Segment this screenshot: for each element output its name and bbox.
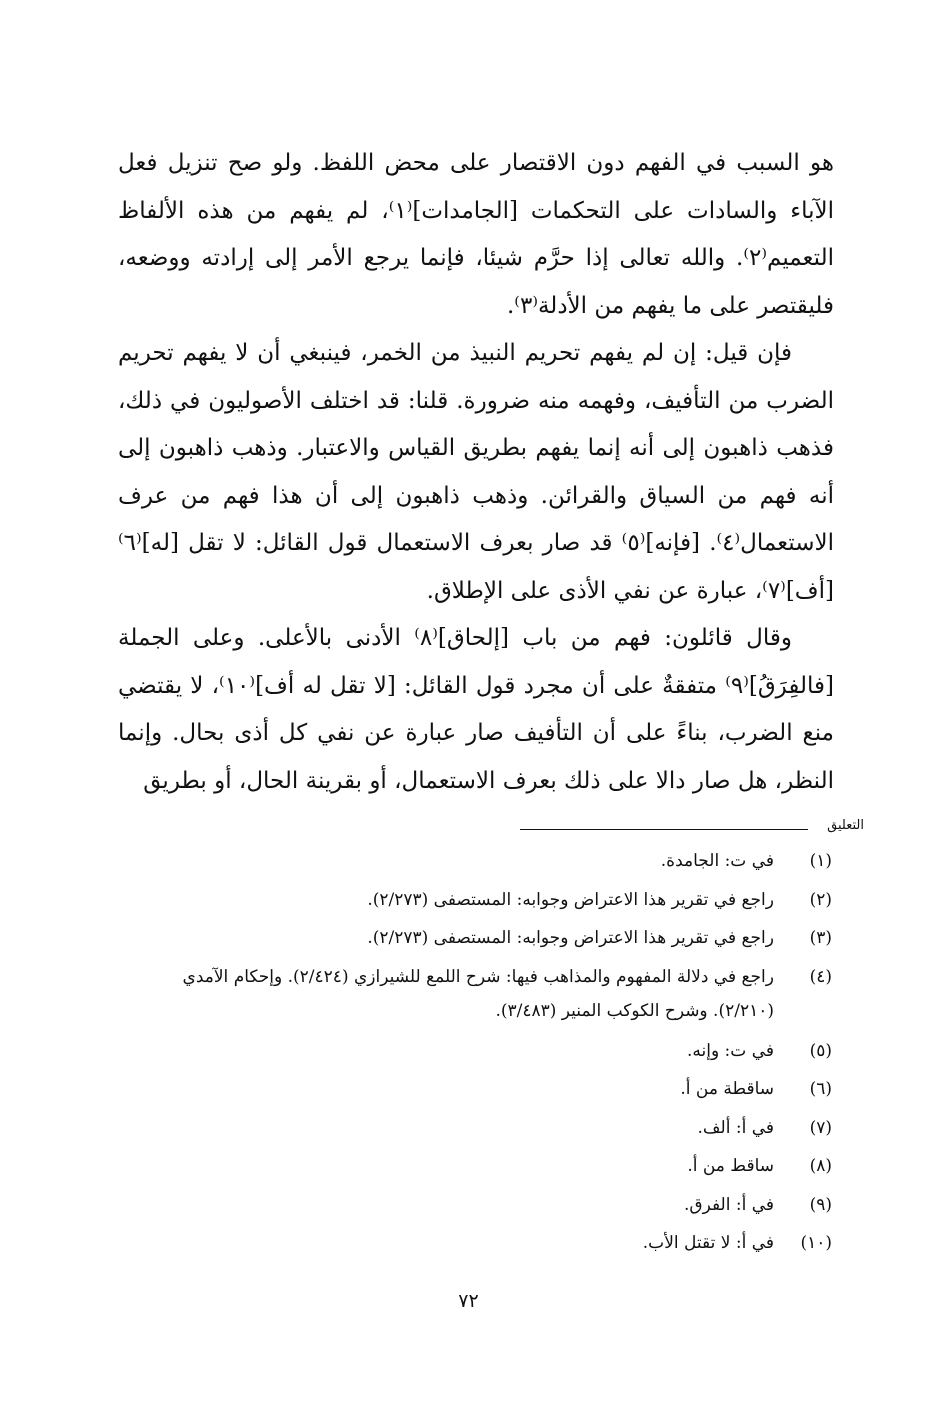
footnote-item (140, 881, 832, 920)
footnote-text: ساقط من أ. (687, 1156, 774, 1176)
footnote-heading: التعليق (827, 818, 864, 833)
footnote-text: راجع في تقرير هذا الاعتراض وجوابه: المستصفى (٢/٢٧٣). (367, 928, 774, 948)
footnote-number: (٥) (809, 1040, 832, 1061)
footnote-number: (٢) (809, 889, 832, 910)
footnote-separator (520, 820, 864, 842)
footnote-text: في أ: الفرق. (683, 1194, 774, 1215)
footnote-item (140, 1032, 832, 1071)
footnote-item (140, 958, 832, 1032)
footnote-number: (٦) (809, 1079, 832, 1099)
footnote-item (140, 1186, 832, 1225)
footnotes-list (140, 842, 832, 1263)
footnote-number: (١٠) (800, 1233, 832, 1253)
footnote-text: ساقطة من أ. (680, 1079, 774, 1099)
footnote-rule (520, 829, 808, 830)
footnote-item (140, 919, 832, 958)
paragraph-2: فإن قيل: إن لم يفهم تحريم النبيذ من الخمر، فينبغي أن لا يفهم تحريم الضرب من التأفيف، وفهمه منه ضرورة. قلنا: قد اختلف الأصوليون في ذلك، فذهب ذاهبون إلى أنه إنما يفهم بطريق القياس والاعتبار. وذهب ذاهبون إلى أنه فهم من السياق والقرائن. وذهب ذاهبون إلى أن هذا فهم من عرف الاستعمال⁽٤⁾. [فإنه]⁽٥⁾ قد صار بعرف الاستعمال قول القائل: لا تقل [له]⁽٦⁾ [أف]⁽٧⁾، عبارة عن نفي الأذى على الإطلاق. (118, 340, 834, 604)
footnote-item (140, 1070, 832, 1109)
footnote-text: في أ: لا تقتل الأب. (642, 1233, 774, 1253)
footnote-number: (٧) (809, 1117, 832, 1138)
main-text (118, 140, 834, 805)
footnote-number: (٩) (809, 1194, 832, 1215)
footnote-text: راجع في تقرير هذا الاعتراض وجوابه: المستصفى (٢/٢٧٣). (367, 889, 774, 910)
paragraph-1: هو السبب في الفهم دون الاقتصار على محض اللفظ. ولو صح تنزيل فعل الآباء والسادات على التحكمات [الجامدات]⁽١⁾، لم يفهم من هذه الألفاظ التعميم⁽٢⁾. والله تعالى إذا حرَّم شيئا، فإنما يرجع الأمر إلى إرادته ووضعه، فليقتصر على ما يفهم من الأدلة⁽٣⁾. (118, 150, 834, 319)
footnote-number: (٣) (809, 928, 832, 948)
footnote-number: (٤) (809, 966, 832, 987)
footnote-item (140, 1109, 832, 1148)
footnote-item (140, 842, 832, 881)
footnote-text: راجع في دلالة المفهوم والمذاهب فيها: شرح اللمع للشيرازي (٢/٤٢٤). وإحكام الآمدي (٢/٢١٠). وشرح الكوكب المنير (٣/٤٨٣). (182, 966, 774, 1021)
footnote-text: في أ: ألف. (697, 1117, 774, 1138)
page-number: ٧٢ (458, 1290, 479, 1312)
footnote-number: (٨) (809, 1156, 832, 1176)
footnote-number: (١) (809, 851, 832, 871)
footnote-text: في ت: الجامدة. (660, 851, 774, 871)
footnote-item (140, 1147, 832, 1186)
paragraph-3: وقال قائلون: فهم من باب [إلحاق]⁽٨⁾ الأدنى بالأعلى. وعلى الجملة [فالفِرَقُ]⁽٩⁾ متفقةٌ على أن مجرد قول القائل: [لا تقل له أف]⁽١٠⁾، لا يقتضي منع الضرب، بناءً على أن التأفيف صار عبارة عن نفي كل أذى بحال. وإنما النظر، هل صار دالا على ذلك بعرف الاستعمال، أو بقرينة الحال، أو بطريق (118, 625, 834, 794)
footnote-text: في ت: وإنه. (686, 1040, 774, 1061)
footnote-item (140, 1224, 832, 1263)
